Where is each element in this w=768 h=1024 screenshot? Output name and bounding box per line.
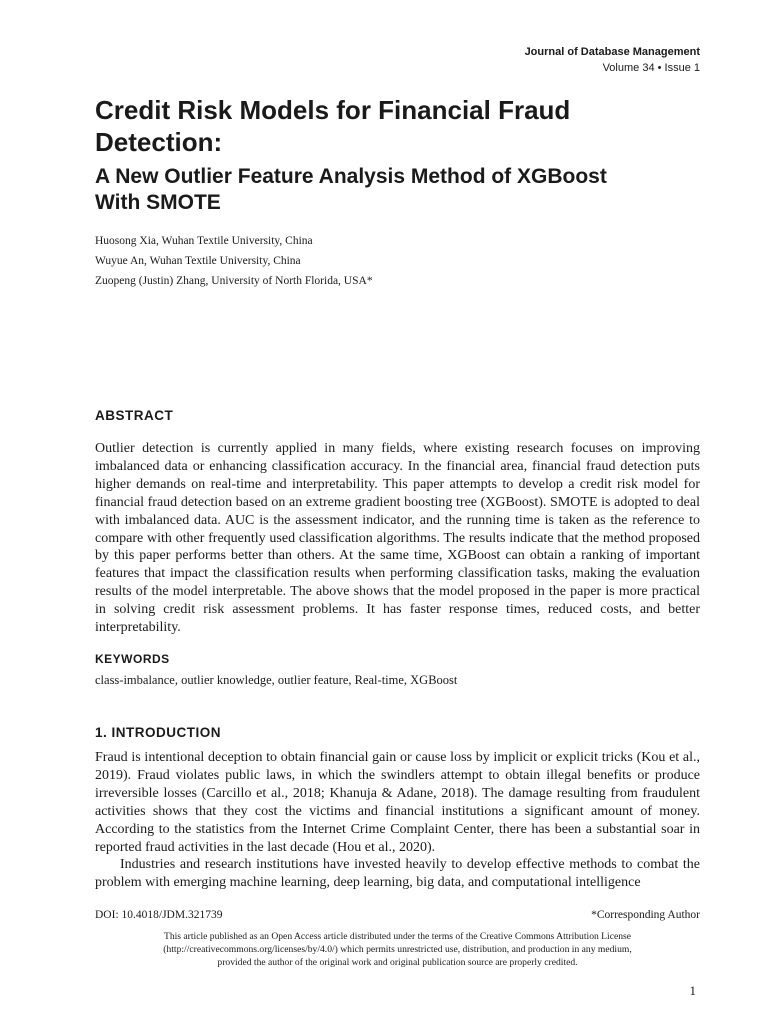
intro-paragraph-2: Industries and research institutions have invested heavily to develop effective methods to combat the problem with emerging machine learning, deep learning, big data, and computational intelligence [95, 857, 700, 891]
license-line-1: This article published as an Open Access article distributed under the terms of the Creative Commons Attribution License [163, 931, 632, 942]
license-line-3: provided the author of the original work and original publication source are properly credited. [217, 957, 578, 968]
abstract-paragraph: Outlier detection is currently applied in many fields, where existing research focuses on improving imbalanced data or enhancing classification accuracy. In the financial area, financial fraud detection puts higher demands on real-time and interpretability. This paper attempts to develop a credit risk model for financial fraud detection based on an extreme gradient boosting tree (XGBoost). SMOTE is adopted to deal with imbalanced data. AUC is the assessment indicator, and the running time is taken as the reference to compare with other frequently used classification algorithms. The results indicate that the method proposed by this paper performs better than others. At the same time, XGBoost can obtain a ranking of important features that impact the classification results when performing classification tasks, making the evaluation results of the model interpretable. The above shows that the model proposed in the paper is more practical in solving credit risk assessment problems. It has faster response times, reduced costs, and better interpretability. [95, 441, 700, 636]
introduction-text [95, 749, 700, 892]
license-line-2: (http://creativecommons.org/licenses/by/4.0/) which permits unrestricted use, distribution, and production in any medium, [163, 944, 632, 955]
journal-header [525, 44, 700, 76]
abstract-text [95, 440, 700, 637]
journal-name: Journal of Database Management [524, 46, 700, 58]
paper-title: Credit Risk Models for Financial Fraud Detection: [95, 95, 571, 157]
author-3: Zuopeng (Justin) Zhang, University of North Florida, USA* [95, 275, 373, 287]
doi-text: DOI: 10.4018/JDM.321739 [95, 909, 223, 921]
author-1: Huosong Xia, Wuhan Textile University, China [95, 235, 313, 247]
abstract-heading: ABSTRACT [95, 408, 174, 423]
author-list [95, 231, 373, 291]
author-2: Wuyue An, Wuhan Textile University, China [95, 255, 301, 267]
introduction-heading: 1. INTRODUCTION [95, 725, 222, 740]
page-number: 1 [689, 983, 696, 998]
volume-issue: Volume 34 • Issue 1 [602, 62, 700, 74]
intro-paragraph-1: Fraud is intentional deception to obtain financial gain or cause loss by implicit or explicit tricks (Kou et al., 2019). Fraud violates public laws, in which the swindlers attempt to obtain illegal benefits or produce irreversible losses (Carcillo et al., 2018; Khanuja & Adane, 2018). The damage resulting from fraudulent activities shows that they cost the victims and financial institutions a significant amount of money. According to the statistics from the Internet Crime Complaint Center, there has been a substantial soar in reported fraud activities in the last decade (Hou et al., 2020). [95, 750, 700, 855]
license-notice [95, 930, 700, 969]
keywords-text: class-imbalance, outlier knowledge, outlier feature, Real-time, XGBoost [95, 673, 458, 687]
corresponding-author-note: *Corresponding Author [591, 909, 700, 921]
paper-subtitle: A New Outlier Feature Analysis Method of XGBoost With SMOTE [95, 165, 607, 214]
keywords-heading: KEYWORDS [95, 652, 170, 666]
